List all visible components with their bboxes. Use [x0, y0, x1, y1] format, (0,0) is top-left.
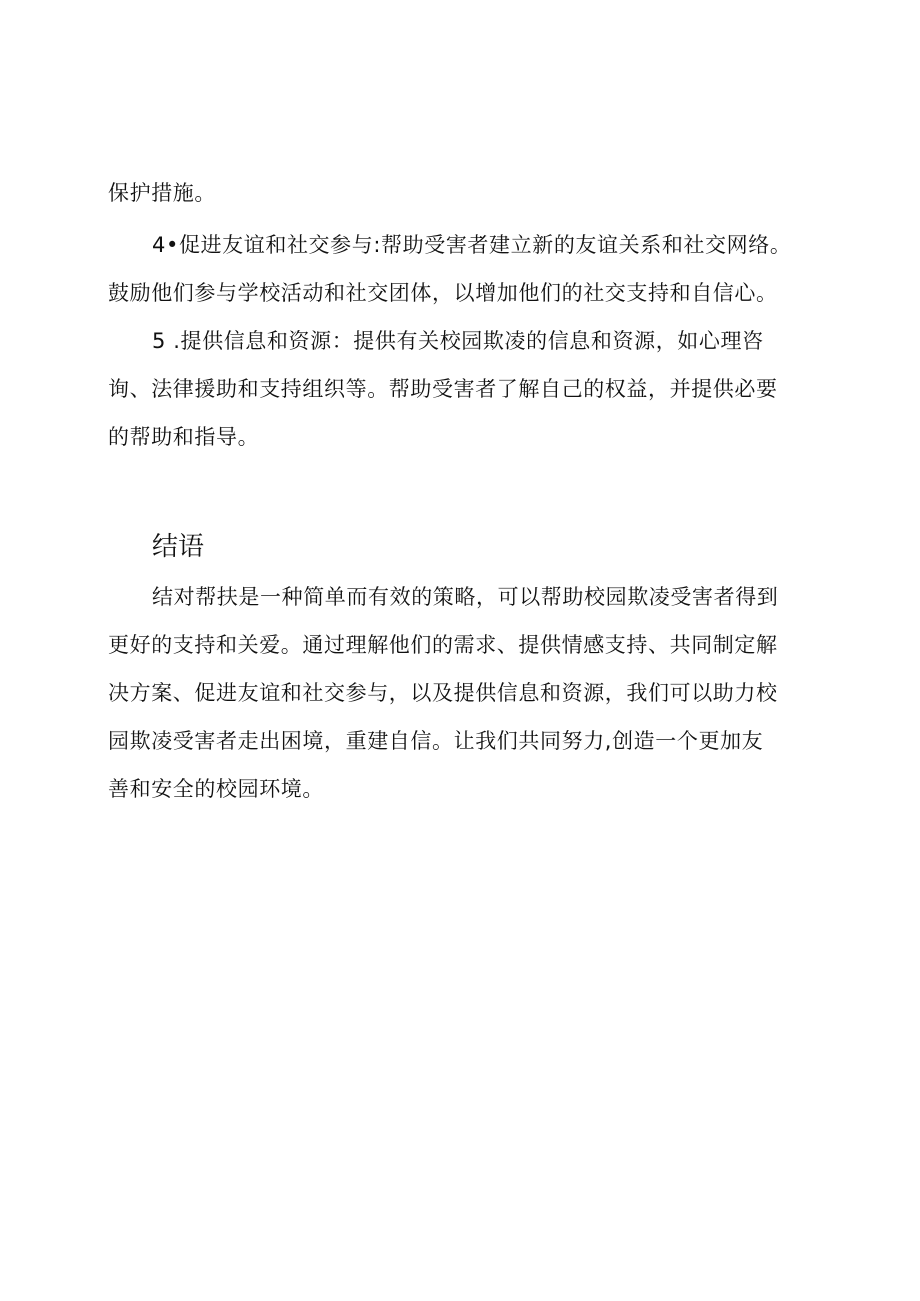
conclusion-heading: 结语: [152, 532, 205, 562]
paragraph-3-tail: 保护措施。: [108, 181, 216, 205]
paragraph-5-line-1: 5 .提供信息和资源：提供有关校园欺凌的信息和资源，如心理咨: [152, 329, 764, 353]
paragraph-4-line-2: 鼓励他们参与学校活动和社交团体，以增加他们的社交支持和自信心。: [108, 281, 778, 305]
conclusion-line-3: 决方案、促进友谊和社交参与，以及提供信息和资源，我们可以助力校: [108, 681, 778, 705]
conclusion-line-5: 善和安全的校园环境。: [108, 777, 324, 801]
paragraph-5-line-2: 询、法律援助和支持组织等。帮助受害者了解自己的权益，并提供必要: [108, 377, 778, 401]
conclusion-line-4: 园欺凌受害者走出困境，重建自信。让我们共同努力,创造一个更加友: [108, 729, 764, 753]
paragraph-4-line-1: 4•促进友谊和社交参与:帮助受害者建立新的友谊关系和社交网络。: [152, 233, 792, 257]
paragraph-5-line-3: 的帮助和指导。: [108, 425, 260, 449]
conclusion-line-1: 结对帮扶是一种简单而有效的策略，可以帮助校园欺凌受害者得到: [152, 585, 779, 609]
conclusion-line-2: 更好的支持和关爱。通过理解他们的需求、提供情感支持、共同制定解: [108, 633, 778, 657]
